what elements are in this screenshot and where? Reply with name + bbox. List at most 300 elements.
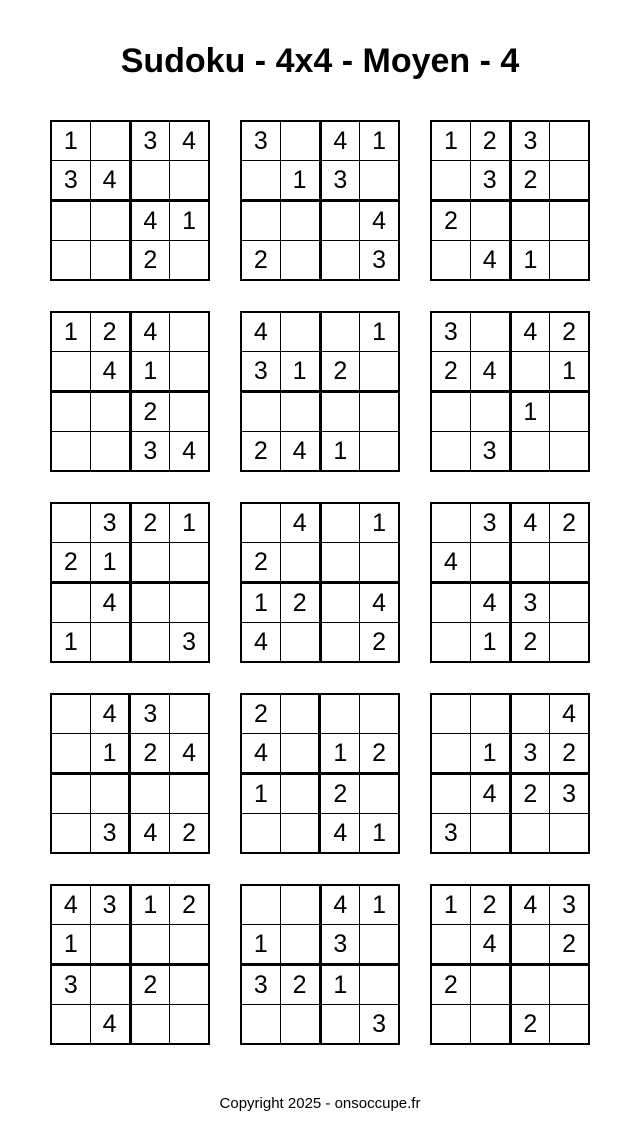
sudoku-cell: 2 bbox=[130, 965, 170, 1005]
sudoku-cell bbox=[360, 352, 399, 392]
sudoku-cell bbox=[51, 774, 90, 814]
sudoku-cell: 1 bbox=[360, 503, 399, 543]
sudoku-cell bbox=[510, 432, 550, 472]
sudoku-grid-4 bbox=[50, 311, 210, 472]
sudoku-cell: 1 bbox=[51, 925, 90, 965]
sudoku-cell bbox=[431, 1005, 470, 1045]
sudoku-row bbox=[431, 543, 589, 583]
sudoku-row bbox=[241, 392, 399, 432]
sudoku-cell bbox=[320, 623, 360, 663]
sudoku-cell: 3 bbox=[550, 885, 589, 925]
sudoku-cell: 2 bbox=[360, 734, 399, 774]
sudoku-cell bbox=[170, 352, 209, 392]
sudoku-cell: 3 bbox=[51, 161, 90, 201]
sudoku-cell: 1 bbox=[320, 965, 360, 1005]
sudoku-grid-1 bbox=[50, 120, 210, 281]
sudoku-cell: 2 bbox=[130, 241, 170, 281]
sudoku-cell bbox=[470, 694, 510, 734]
sudoku-grid-8 bbox=[240, 502, 400, 663]
sudoku-cell bbox=[320, 201, 360, 241]
sudoku-cell: 1 bbox=[130, 885, 170, 925]
sudoku-cell bbox=[431, 694, 470, 734]
sudoku-cell: 4 bbox=[241, 312, 280, 352]
sudoku-cell bbox=[241, 161, 280, 201]
sudoku-cell: 4 bbox=[510, 885, 550, 925]
puzzle-grid-container bbox=[50, 120, 590, 1045]
sudoku-cell: 2 bbox=[241, 432, 280, 472]
sudoku-grid-11 bbox=[240, 693, 400, 854]
sudoku-cell bbox=[280, 885, 320, 925]
sudoku-row bbox=[51, 734, 209, 774]
sudoku-cell: 4 bbox=[130, 201, 170, 241]
sudoku-cell: 4 bbox=[510, 503, 550, 543]
sudoku-cell: 4 bbox=[360, 583, 399, 623]
sudoku-grid-15 bbox=[430, 884, 590, 1045]
sudoku-row bbox=[431, 503, 589, 543]
sudoku-row bbox=[51, 161, 209, 201]
sudoku-cell bbox=[470, 1005, 510, 1045]
sudoku-cell: 3 bbox=[90, 885, 130, 925]
sudoku-cell bbox=[130, 774, 170, 814]
sudoku-cell: 4 bbox=[360, 201, 399, 241]
sudoku-row bbox=[241, 925, 399, 965]
sudoku-cell: 2 bbox=[130, 392, 170, 432]
sudoku-row bbox=[241, 161, 399, 201]
sudoku-cell bbox=[51, 392, 90, 432]
sudoku-cell bbox=[510, 201, 550, 241]
sudoku-cell bbox=[470, 312, 510, 352]
sudoku-cell bbox=[431, 503, 470, 543]
sudoku-cell: 4 bbox=[280, 503, 320, 543]
sudoku-cell: 4 bbox=[470, 241, 510, 281]
sudoku-cell bbox=[280, 392, 320, 432]
sudoku-grid-12 bbox=[430, 693, 590, 854]
sudoku-cell: 2 bbox=[510, 1005, 550, 1045]
sudoku-cell bbox=[550, 121, 589, 161]
sudoku-row bbox=[431, 241, 589, 281]
sudoku-cell bbox=[550, 814, 589, 854]
sudoku-cell: 1 bbox=[241, 925, 280, 965]
sudoku-cell bbox=[170, 1005, 209, 1045]
sudoku-cell bbox=[550, 543, 589, 583]
sudoku-cell bbox=[51, 201, 90, 241]
sudoku-row bbox=[51, 774, 209, 814]
sudoku-cell bbox=[470, 392, 510, 432]
sudoku-cell bbox=[360, 965, 399, 1005]
sudoku-row bbox=[51, 241, 209, 281]
sudoku-cell bbox=[431, 583, 470, 623]
sudoku-cell: 3 bbox=[241, 352, 280, 392]
copyright-footer: Copyright 2025 - onsoccupe.fr bbox=[219, 1095, 421, 1112]
sudoku-cell: 3 bbox=[51, 965, 90, 1005]
sudoku-cell bbox=[130, 161, 170, 201]
sudoku-cell: 2 bbox=[90, 312, 130, 352]
sudoku-cell: 3 bbox=[431, 312, 470, 352]
sudoku-cell: 2 bbox=[550, 503, 589, 543]
sudoku-cell bbox=[51, 432, 90, 472]
sudoku-row bbox=[241, 965, 399, 1005]
sudoku-cell bbox=[320, 241, 360, 281]
sudoku-cell: 3 bbox=[431, 814, 470, 854]
sudoku-cell bbox=[360, 392, 399, 432]
sudoku-row bbox=[431, 352, 589, 392]
sudoku-cell: 3 bbox=[470, 161, 510, 201]
sudoku-cell: 4 bbox=[170, 734, 209, 774]
sudoku-cell: 2 bbox=[431, 352, 470, 392]
sudoku-cell bbox=[320, 1005, 360, 1045]
sudoku-cell bbox=[280, 814, 320, 854]
sudoku-cell bbox=[90, 121, 130, 161]
sudoku-cell: 1 bbox=[360, 814, 399, 854]
sudoku-cell bbox=[130, 623, 170, 663]
sudoku-cell: 4 bbox=[90, 694, 130, 734]
sudoku-cell: 2 bbox=[51, 543, 90, 583]
sudoku-cell bbox=[510, 925, 550, 965]
sudoku-cell bbox=[280, 734, 320, 774]
page-title: Sudoku - 4x4 - Moyen - 4 bbox=[120, 42, 520, 80]
sudoku-cell bbox=[320, 312, 360, 352]
sudoku-cell bbox=[280, 121, 320, 161]
sudoku-cell: 4 bbox=[320, 814, 360, 854]
sudoku-cell: 2 bbox=[320, 352, 360, 392]
sudoku-cell: 1 bbox=[280, 352, 320, 392]
sudoku-cell bbox=[550, 583, 589, 623]
sudoku-cell: 2 bbox=[280, 583, 320, 623]
sudoku-cell: 1 bbox=[170, 201, 209, 241]
sudoku-cell bbox=[51, 503, 90, 543]
sudoku-cell: 1 bbox=[90, 734, 130, 774]
sudoku-cell bbox=[51, 814, 90, 854]
sudoku-row bbox=[241, 312, 399, 352]
sudoku-cell bbox=[90, 965, 130, 1005]
sudoku-row bbox=[431, 734, 589, 774]
sudoku-cell bbox=[170, 583, 209, 623]
sudoku-cell bbox=[470, 201, 510, 241]
sudoku-cell: 4 bbox=[170, 432, 209, 472]
sudoku-cell: 1 bbox=[470, 623, 510, 663]
sudoku-cell: 4 bbox=[90, 352, 130, 392]
sudoku-row bbox=[431, 965, 589, 1005]
sudoku-cell bbox=[320, 694, 360, 734]
sudoku-cell bbox=[280, 623, 320, 663]
sudoku-row bbox=[51, 623, 209, 663]
sudoku-cell: 2 bbox=[470, 885, 510, 925]
sudoku-cell bbox=[550, 432, 589, 472]
sudoku-cell bbox=[550, 201, 589, 241]
sudoku-cell bbox=[170, 774, 209, 814]
sudoku-cell bbox=[241, 885, 280, 925]
sudoku-cell bbox=[470, 965, 510, 1005]
sudoku-row bbox=[431, 925, 589, 965]
sudoku-cell: 3 bbox=[470, 503, 510, 543]
sudoku-cell bbox=[470, 543, 510, 583]
sudoku-cell bbox=[431, 623, 470, 663]
sudoku-row bbox=[51, 543, 209, 583]
sudoku-row bbox=[51, 583, 209, 623]
sudoku-row bbox=[431, 583, 589, 623]
sudoku-grid-2 bbox=[240, 120, 400, 281]
sudoku-cell: 2 bbox=[510, 774, 550, 814]
sudoku-cell bbox=[241, 1005, 280, 1045]
sudoku-cell: 3 bbox=[360, 1005, 399, 1045]
sudoku-cell: 3 bbox=[90, 814, 130, 854]
sudoku-row bbox=[241, 774, 399, 814]
sudoku-cell bbox=[431, 392, 470, 432]
sudoku-cell: 4 bbox=[470, 925, 510, 965]
sudoku-grid-6 bbox=[430, 311, 590, 472]
sudoku-row bbox=[51, 925, 209, 965]
sudoku-row bbox=[241, 503, 399, 543]
sudoku-cell: 2 bbox=[241, 543, 280, 583]
sudoku-cell: 4 bbox=[431, 543, 470, 583]
sudoku-cell: 2 bbox=[170, 885, 209, 925]
sudoku-cell bbox=[170, 392, 209, 432]
sudoku-cell bbox=[51, 734, 90, 774]
sudoku-cell: 2 bbox=[431, 965, 470, 1005]
sudoku-row bbox=[241, 432, 399, 472]
sudoku-cell: 4 bbox=[320, 885, 360, 925]
sudoku-row bbox=[431, 432, 589, 472]
sudoku-row bbox=[241, 352, 399, 392]
sudoku-cell bbox=[90, 623, 130, 663]
sudoku-row bbox=[51, 885, 209, 925]
sudoku-cell bbox=[130, 583, 170, 623]
sudoku-row bbox=[51, 432, 209, 472]
sudoku-cell bbox=[431, 734, 470, 774]
sudoku-row bbox=[51, 503, 209, 543]
sudoku-cell bbox=[550, 1005, 589, 1045]
sudoku-cell: 2 bbox=[470, 121, 510, 161]
sudoku-grid-5 bbox=[240, 311, 400, 472]
sudoku-cell bbox=[431, 161, 470, 201]
sudoku-cell bbox=[130, 543, 170, 583]
sudoku-cell: 3 bbox=[510, 121, 550, 161]
sudoku-cell bbox=[170, 694, 209, 734]
sudoku-cell: 4 bbox=[470, 352, 510, 392]
sudoku-cell bbox=[280, 312, 320, 352]
sudoku-cell bbox=[130, 925, 170, 965]
sudoku-cell bbox=[470, 814, 510, 854]
sudoku-row bbox=[51, 121, 209, 161]
sudoku-cell: 4 bbox=[241, 734, 280, 774]
sudoku-row bbox=[431, 694, 589, 734]
sudoku-cell bbox=[51, 583, 90, 623]
sudoku-grid-14 bbox=[240, 884, 400, 1045]
sudoku-cell: 4 bbox=[510, 312, 550, 352]
sudoku-cell: 2 bbox=[360, 623, 399, 663]
sudoku-cell bbox=[550, 965, 589, 1005]
sudoku-cell: 3 bbox=[130, 694, 170, 734]
sudoku-grid-10 bbox=[50, 693, 210, 854]
sudoku-cell bbox=[510, 694, 550, 734]
sudoku-cell bbox=[170, 312, 209, 352]
sudoku-cell: 2 bbox=[130, 503, 170, 543]
sudoku-cell bbox=[360, 694, 399, 734]
sudoku-cell: 3 bbox=[510, 734, 550, 774]
sudoku-cell bbox=[90, 774, 130, 814]
sudoku-cell bbox=[280, 201, 320, 241]
sudoku-cell bbox=[241, 201, 280, 241]
sudoku-cell bbox=[550, 392, 589, 432]
sudoku-cell bbox=[360, 925, 399, 965]
sudoku-cell bbox=[170, 543, 209, 583]
sudoku-cell bbox=[51, 694, 90, 734]
sudoku-row bbox=[241, 885, 399, 925]
sudoku-cell: 4 bbox=[470, 583, 510, 623]
sudoku-cell: 2 bbox=[550, 925, 589, 965]
sudoku-cell: 1 bbox=[470, 734, 510, 774]
sudoku-cell bbox=[280, 774, 320, 814]
sudoku-cell: 2 bbox=[241, 694, 280, 734]
sudoku-cell bbox=[320, 392, 360, 432]
sudoku-cell bbox=[280, 1005, 320, 1045]
sudoku-cell: 2 bbox=[510, 161, 550, 201]
sudoku-row bbox=[241, 694, 399, 734]
sudoku-row bbox=[431, 623, 589, 663]
sudoku-cell: 1 bbox=[241, 583, 280, 623]
sudoku-row bbox=[431, 1005, 589, 1045]
sudoku-cell bbox=[320, 503, 360, 543]
sudoku-row bbox=[51, 201, 209, 241]
sudoku-grid-13 bbox=[50, 884, 210, 1045]
sudoku-cell bbox=[280, 694, 320, 734]
sudoku-row bbox=[241, 583, 399, 623]
sudoku-grid-9 bbox=[430, 502, 590, 663]
sudoku-cell: 1 bbox=[431, 121, 470, 161]
sudoku-cell: 1 bbox=[510, 392, 550, 432]
sudoku-cell bbox=[320, 543, 360, 583]
sudoku-cell bbox=[550, 623, 589, 663]
sudoku-cell: 1 bbox=[90, 543, 130, 583]
sudoku-cell: 2 bbox=[170, 814, 209, 854]
sudoku-cell bbox=[510, 965, 550, 1005]
sudoku-cell bbox=[170, 241, 209, 281]
sudoku-cell bbox=[90, 925, 130, 965]
sudoku-cell: 4 bbox=[51, 885, 90, 925]
sudoku-cell: 3 bbox=[550, 774, 589, 814]
sudoku-row bbox=[431, 774, 589, 814]
sudoku-row bbox=[431, 121, 589, 161]
sudoku-cell bbox=[280, 543, 320, 583]
sudoku-cell: 1 bbox=[510, 241, 550, 281]
sudoku-cell: 1 bbox=[280, 161, 320, 201]
sudoku-row bbox=[431, 312, 589, 352]
sudoku-cell bbox=[360, 432, 399, 472]
sudoku-cell: 3 bbox=[470, 432, 510, 472]
sudoku-row bbox=[241, 201, 399, 241]
sudoku-cell: 1 bbox=[51, 623, 90, 663]
sudoku-cell bbox=[431, 925, 470, 965]
sudoku-row bbox=[51, 352, 209, 392]
sudoku-cell: 2 bbox=[280, 965, 320, 1005]
sudoku-cell bbox=[90, 392, 130, 432]
sudoku-cell: 3 bbox=[241, 965, 280, 1005]
sudoku-cell: 1 bbox=[320, 734, 360, 774]
sudoku-row bbox=[51, 1005, 209, 1045]
sudoku-cell bbox=[241, 392, 280, 432]
sudoku-cell: 2 bbox=[510, 623, 550, 663]
sudoku-row bbox=[431, 392, 589, 432]
sudoku-cell: 1 bbox=[320, 432, 360, 472]
sudoku-cell: 4 bbox=[550, 694, 589, 734]
sudoku-cell bbox=[431, 241, 470, 281]
sudoku-cell: 1 bbox=[360, 885, 399, 925]
sudoku-cell: 1 bbox=[51, 312, 90, 352]
sudoku-cell: 3 bbox=[90, 503, 130, 543]
sudoku-cell bbox=[360, 774, 399, 814]
sudoku-cell: 1 bbox=[241, 774, 280, 814]
sudoku-cell bbox=[280, 925, 320, 965]
sudoku-cell bbox=[90, 201, 130, 241]
sudoku-cell: 3 bbox=[510, 583, 550, 623]
sudoku-cell bbox=[90, 432, 130, 472]
sudoku-cell: 2 bbox=[550, 312, 589, 352]
sudoku-cell: 3 bbox=[130, 121, 170, 161]
sudoku-cell: 4 bbox=[320, 121, 360, 161]
sudoku-cell: 4 bbox=[170, 121, 209, 161]
sudoku-cell: 1 bbox=[360, 121, 399, 161]
sudoku-cell bbox=[170, 965, 209, 1005]
sudoku-cell bbox=[51, 352, 90, 392]
sudoku-cell bbox=[280, 241, 320, 281]
sudoku-row bbox=[241, 1005, 399, 1045]
sudoku-cell bbox=[550, 241, 589, 281]
sudoku-cell bbox=[431, 774, 470, 814]
sudoku-row bbox=[241, 121, 399, 161]
sudoku-row bbox=[241, 623, 399, 663]
sudoku-row bbox=[431, 885, 589, 925]
sudoku-row bbox=[431, 814, 589, 854]
sudoku-cell: 4 bbox=[130, 814, 170, 854]
sudoku-row bbox=[51, 814, 209, 854]
sudoku-cell: 3 bbox=[170, 623, 209, 663]
sudoku-cell bbox=[431, 432, 470, 472]
sudoku-cell: 4 bbox=[90, 583, 130, 623]
sudoku-cell bbox=[90, 241, 130, 281]
sudoku-cell: 4 bbox=[90, 161, 130, 201]
sudoku-row bbox=[241, 734, 399, 774]
sudoku-row bbox=[51, 965, 209, 1005]
sudoku-row bbox=[241, 241, 399, 281]
sudoku-cell bbox=[241, 814, 280, 854]
sudoku-cell bbox=[51, 241, 90, 281]
sudoku-row bbox=[431, 201, 589, 241]
sudoku-cell: 3 bbox=[130, 432, 170, 472]
sudoku-cell bbox=[170, 161, 209, 201]
sudoku-row bbox=[431, 161, 589, 201]
sudoku-cell bbox=[510, 814, 550, 854]
sudoku-row bbox=[51, 392, 209, 432]
sudoku-cell bbox=[170, 925, 209, 965]
sudoku-cell bbox=[510, 543, 550, 583]
sudoku-grid-3 bbox=[430, 120, 590, 281]
sudoku-cell: 4 bbox=[280, 432, 320, 472]
sudoku-cell: 1 bbox=[130, 352, 170, 392]
sudoku-cell: 1 bbox=[360, 312, 399, 352]
sudoku-cell: 2 bbox=[550, 734, 589, 774]
sudoku-cell bbox=[320, 583, 360, 623]
sudoku-cell: 4 bbox=[90, 1005, 130, 1045]
sudoku-row bbox=[241, 814, 399, 854]
sudoku-cell: 2 bbox=[431, 201, 470, 241]
sudoku-row bbox=[241, 543, 399, 583]
sudoku-cell: 2 bbox=[320, 774, 360, 814]
sudoku-cell bbox=[51, 1005, 90, 1045]
sudoku-cell bbox=[241, 503, 280, 543]
sudoku-cell: 3 bbox=[241, 121, 280, 161]
sudoku-cell: 2 bbox=[241, 241, 280, 281]
sudoku-row bbox=[51, 312, 209, 352]
